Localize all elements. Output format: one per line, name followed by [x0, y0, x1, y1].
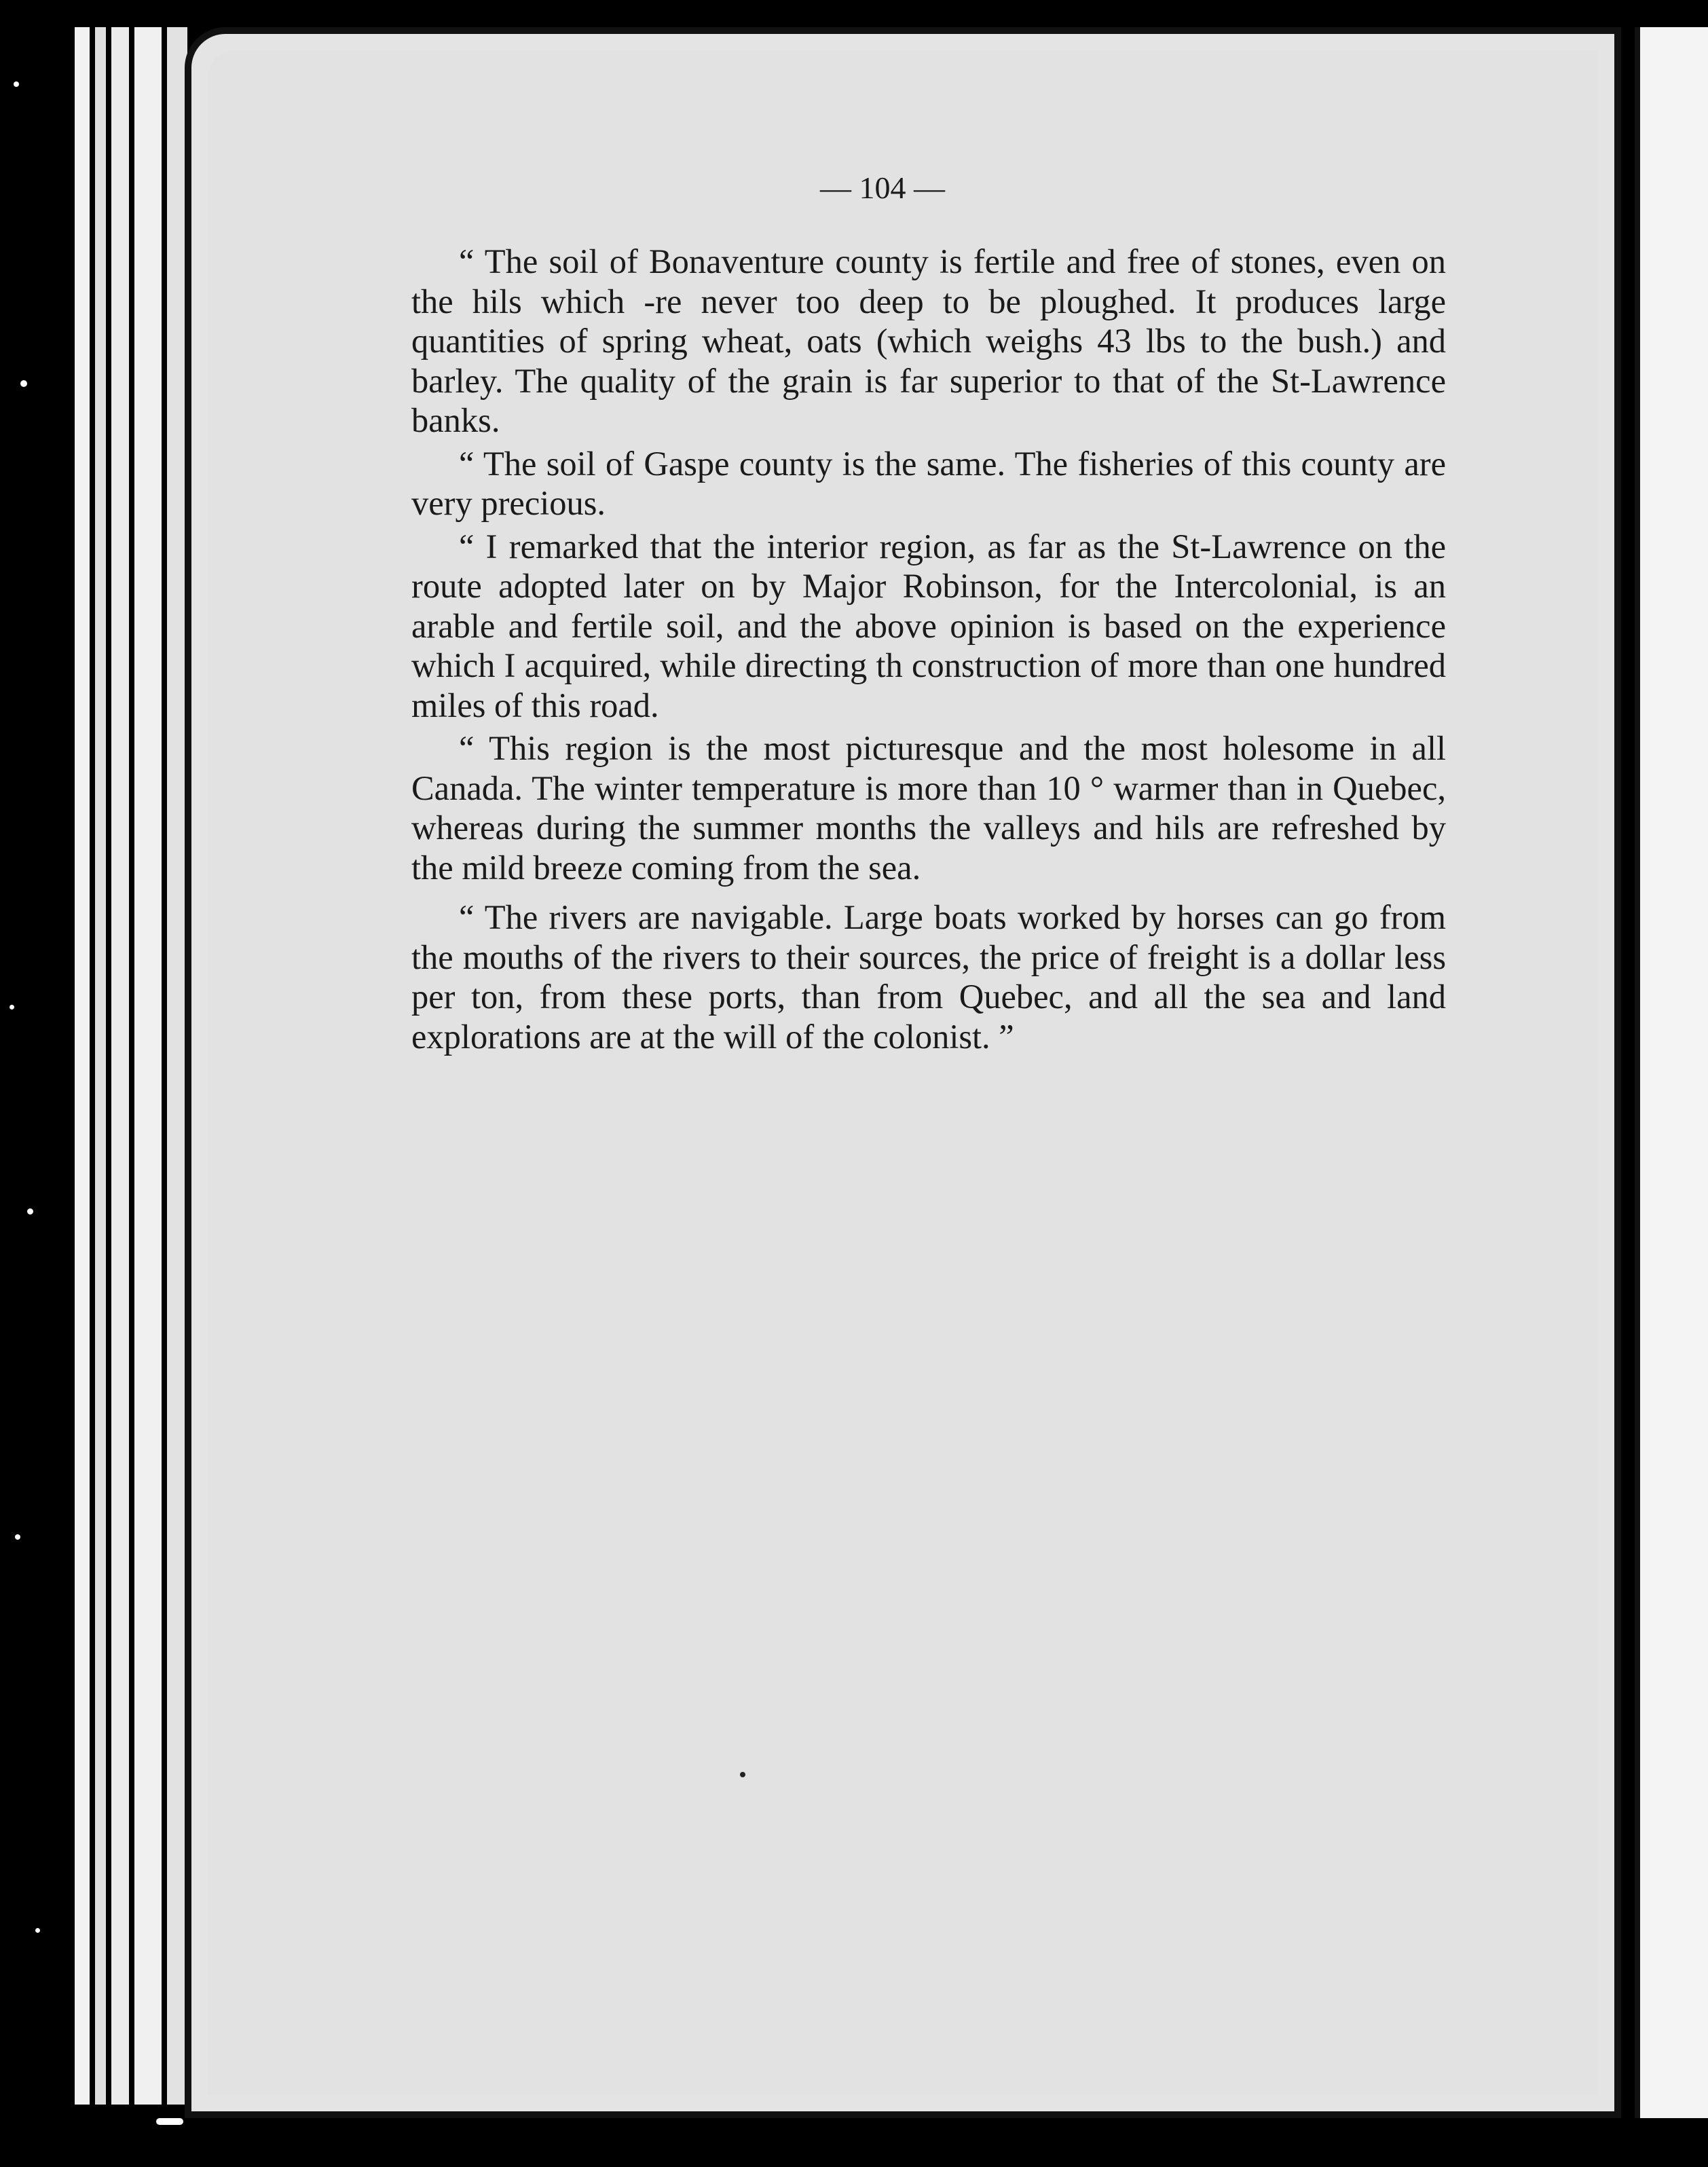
- paragraph-gaspe: “ The soil of Gaspe county is the same. The fisheries of this county are very precious.: [411, 444, 1446, 522]
- page-edge: [111, 27, 129, 2105]
- page-edge: [134, 27, 162, 2105]
- scan-speck: [35, 1928, 40, 1933]
- body-text: [411, 242, 1446, 1056]
- scan-speck: [10, 1005, 14, 1010]
- adjacent-page-edge: [1635, 27, 1708, 2118]
- paragraph-interior-region: “ I remarked that the interior region, as far as the St-Lawrence on the route adopted later on by Major Robinson, for the Intercolonial, is an arable and fertile soil, and the above opinion is based on the experience which I acquired, while directing th construction of more than one hundred miles of this road.: [411, 527, 1446, 724]
- scan-speck: [15, 1534, 20, 1540]
- page-number: — 104 —: [820, 170, 945, 205]
- scan-speck: [20, 380, 27, 387]
- scan-speck: [156, 2118, 183, 2125]
- page-edge: [95, 27, 106, 2105]
- paragraph-bonaventure: “ The soil of Bonaventure county is fertile and free of stones, even on the hils which -re never too deep to be ploughed. It produces large quantities of spring wheat, oats (which weighs 43 lbs to the bush.) and barley. The quality of the grain is far superior to that of the St-Lawrence banks.: [411, 242, 1446, 439]
- paragraph-rivers: “ The rivers are navigable. Large boats worked by horses can go from the mouths of the rivers to their sources, the price of freight is a dollar less per ton, from these ports, than from Quebec, and all the sea and land explorations are at the will of the colonist. ”: [411, 898, 1446, 1056]
- scan-speck: [14, 81, 19, 87]
- scan-speck: [27, 1208, 33, 1215]
- page-edge: [75, 27, 90, 2105]
- paragraph-climate: “ This region is the most picturesque and the most holesome in all Canada. The winter temperature is more than 10 ° warmer than in Quebec, whereas during the summer months the valleys and hils are refreshed by the mild breeze coming from the sea.: [411, 729, 1446, 887]
- scan-speck: [740, 1772, 745, 1777]
